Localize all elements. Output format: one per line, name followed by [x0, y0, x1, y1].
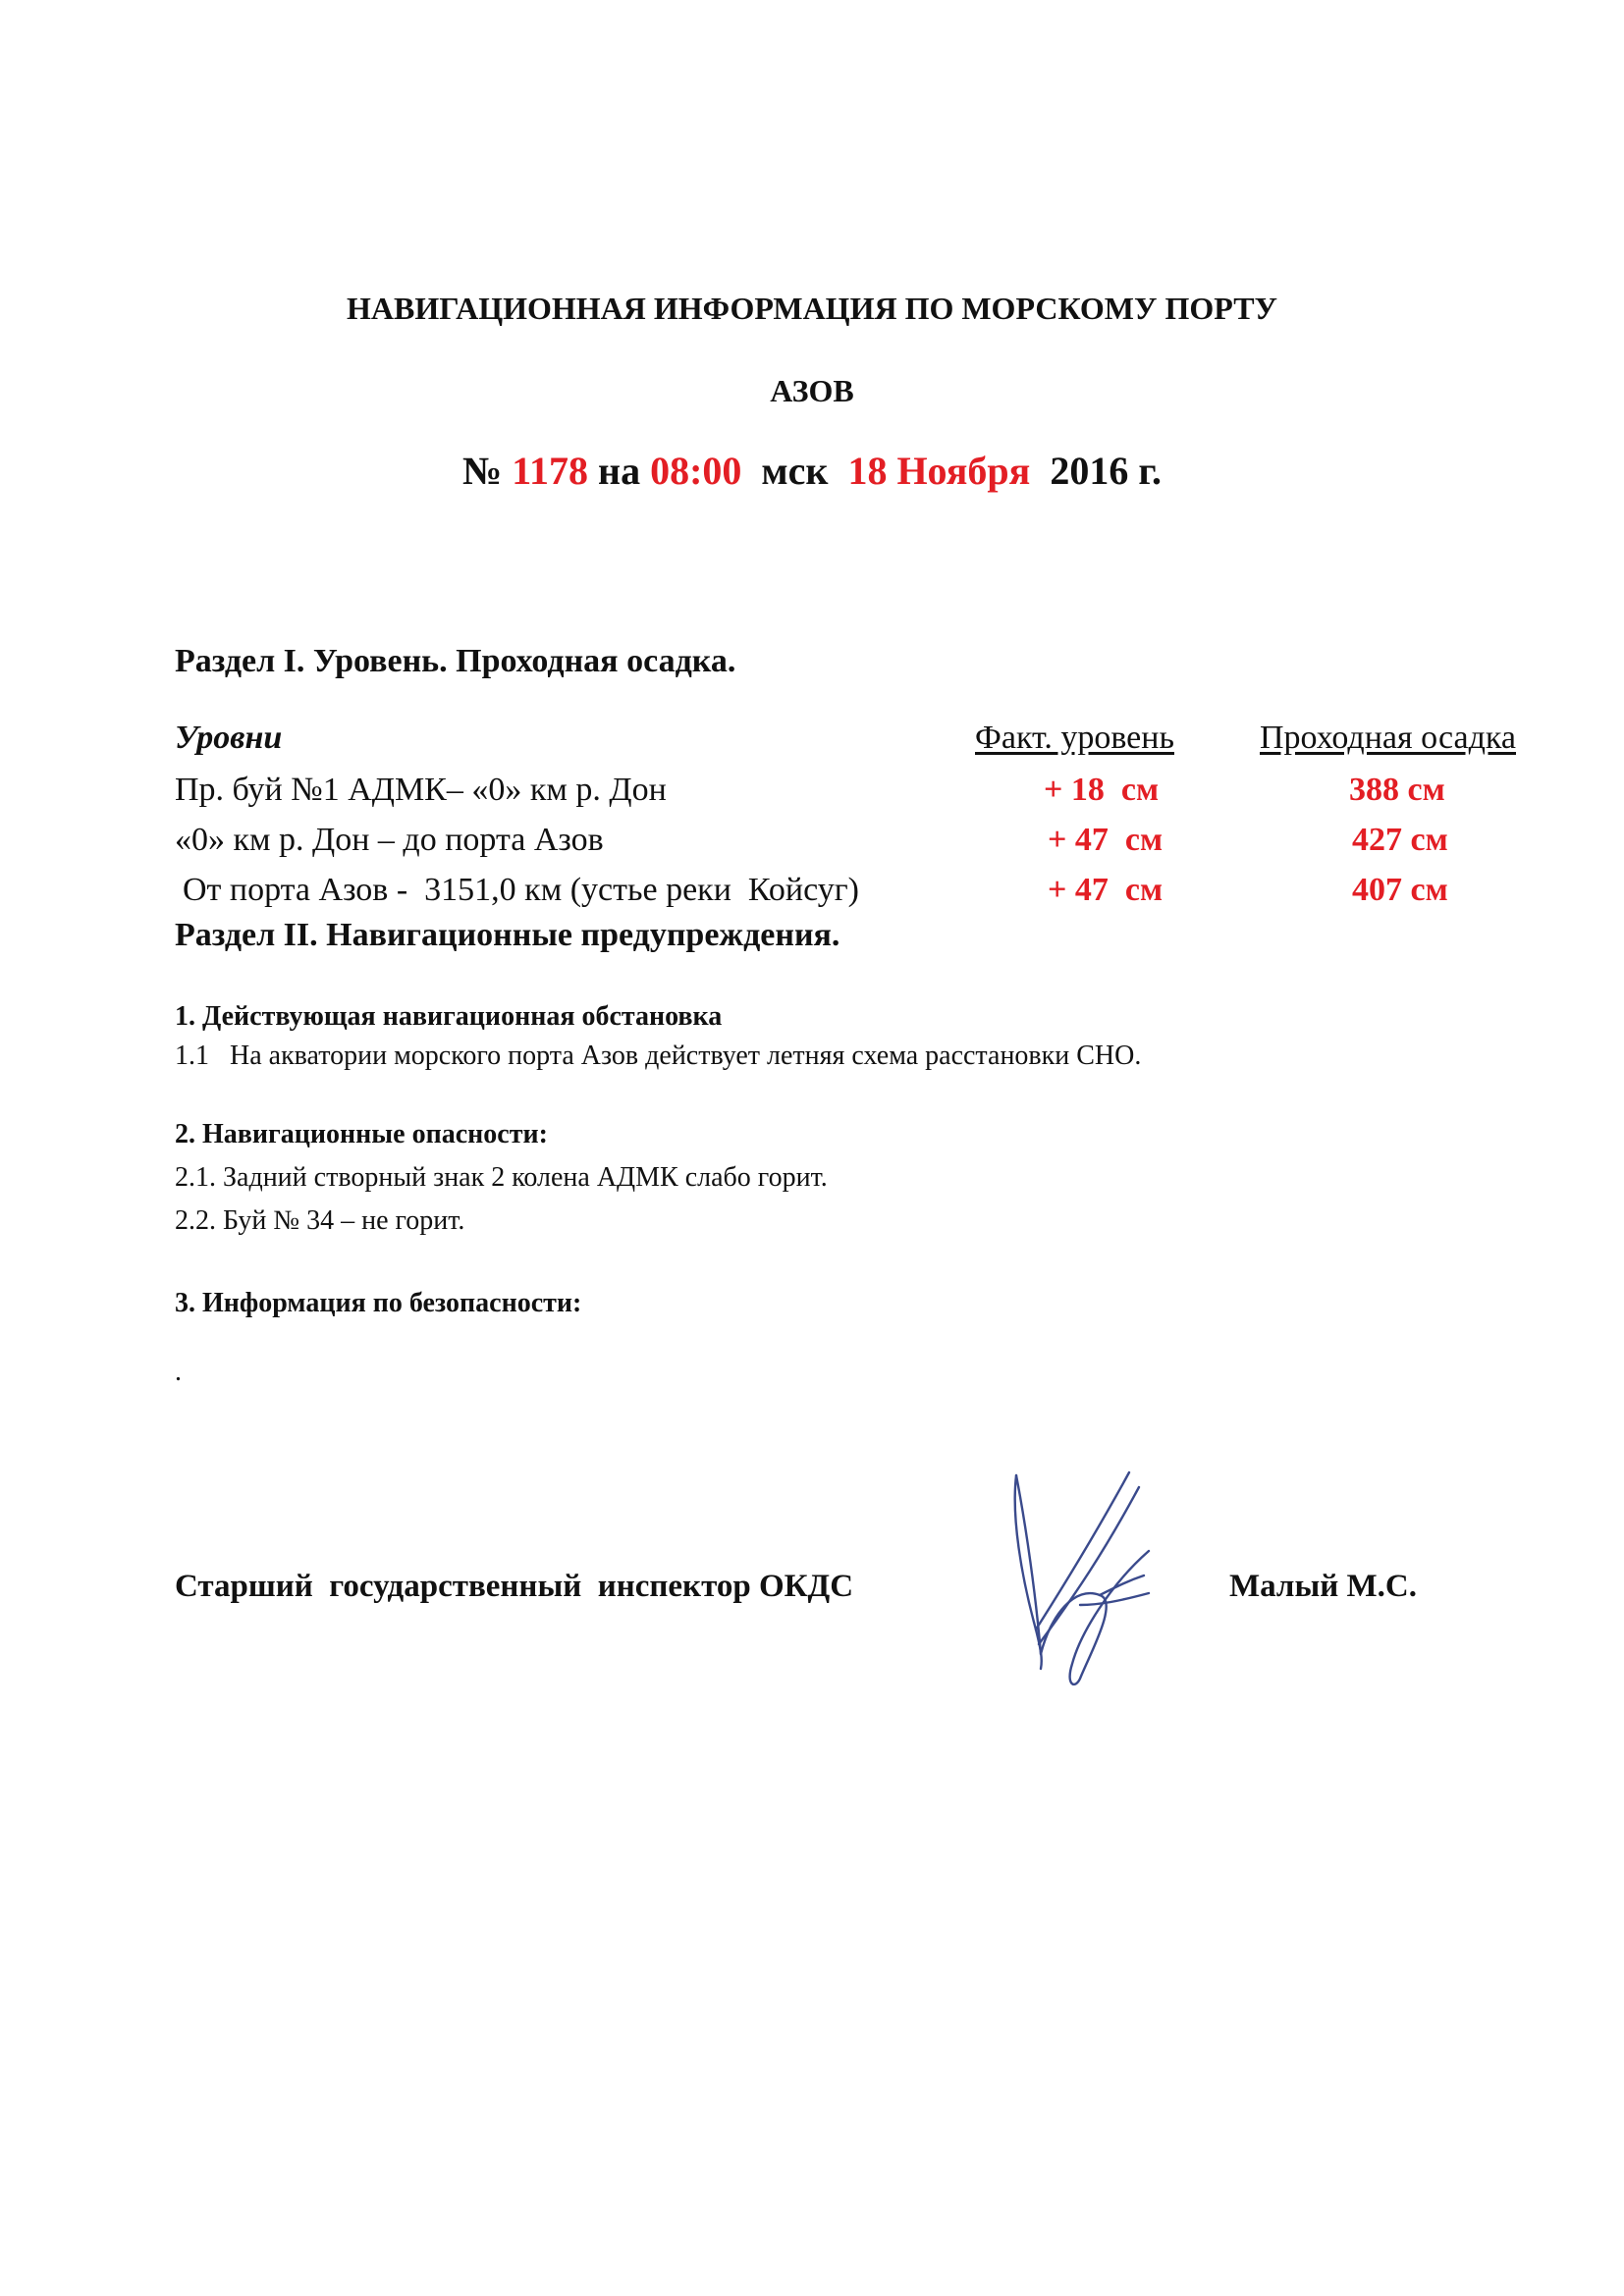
level-row-fact: + 47 см: [1048, 822, 1164, 858]
timezone-label: мск: [741, 449, 848, 493]
bulletin-number: 1178: [512, 449, 589, 493]
level-row-label: От порта Азов - 3151,0 км (устье реки Койсуг): [183, 872, 859, 908]
signature-image: [982, 1458, 1178, 1693]
subsection-heading-current-situation: 1. Действующая навигационная обстановка: [175, 1001, 723, 1032]
port-name: АЗОВ: [770, 373, 854, 408]
subsection-heading-safety: 3. Информация по безопасности:: [175, 1288, 582, 1318]
subsection-item: 2.2. Буй № 34 – не горит.: [175, 1205, 465, 1236]
section2-heading: Раздел II. Навигационные предупреждения.: [175, 917, 840, 953]
subsection-item: 1.1 На акватории морского порта Азов действует летняя схема расстановки СНО.: [175, 1041, 1142, 1071]
level-row-label: «0» км р. Дон – до порта Азов: [175, 822, 604, 858]
safety-info-body: .: [175, 1357, 182, 1387]
signer-name: Малый М.С.: [1229, 1569, 1417, 1604]
subsection-item: 2.1. Задний створный знак 2 колена АДМК слабо горит.: [175, 1162, 828, 1193]
subsection-heading-hazards: 2. Навигационные опасности:: [175, 1119, 548, 1149]
bulletin-time: 08:00: [650, 449, 742, 493]
level-row-fact: + 18 см: [1044, 772, 1160, 808]
number-prefix: №: [462, 449, 513, 493]
level-row-fact: + 47 см: [1048, 872, 1164, 908]
level-row-label: Пр. буй №1 АДМК– «0» км р. Дон: [175, 772, 667, 808]
level-row-draft: 407 см: [1352, 872, 1448, 908]
column-header-draft: Проходная осадка: [1260, 720, 1516, 756]
bulletin-number-line: [0, 448, 1624, 494]
level-row-draft: 427 см: [1352, 822, 1448, 858]
column-header-fact-level: Факт. уровень: [975, 720, 1174, 756]
levels-header-label: Уровни: [175, 720, 283, 756]
bulletin-year: 2016 г.: [1030, 449, 1162, 493]
section1-heading: Раздел I. Уровень. Проходная осадка.: [175, 643, 736, 679]
at-label: на: [588, 449, 651, 493]
level-row-draft: 388 см: [1349, 772, 1445, 808]
bulletin-date: 18 Ноября: [847, 449, 1031, 493]
signer-title: Старший государственный инспектор ОКДС: [175, 1569, 854, 1604]
document-title: НАВИГАЦИОННАЯ ИНФОРМАЦИЯ ПО МОРСКОМУ ПОРТУ: [346, 291, 1278, 326]
